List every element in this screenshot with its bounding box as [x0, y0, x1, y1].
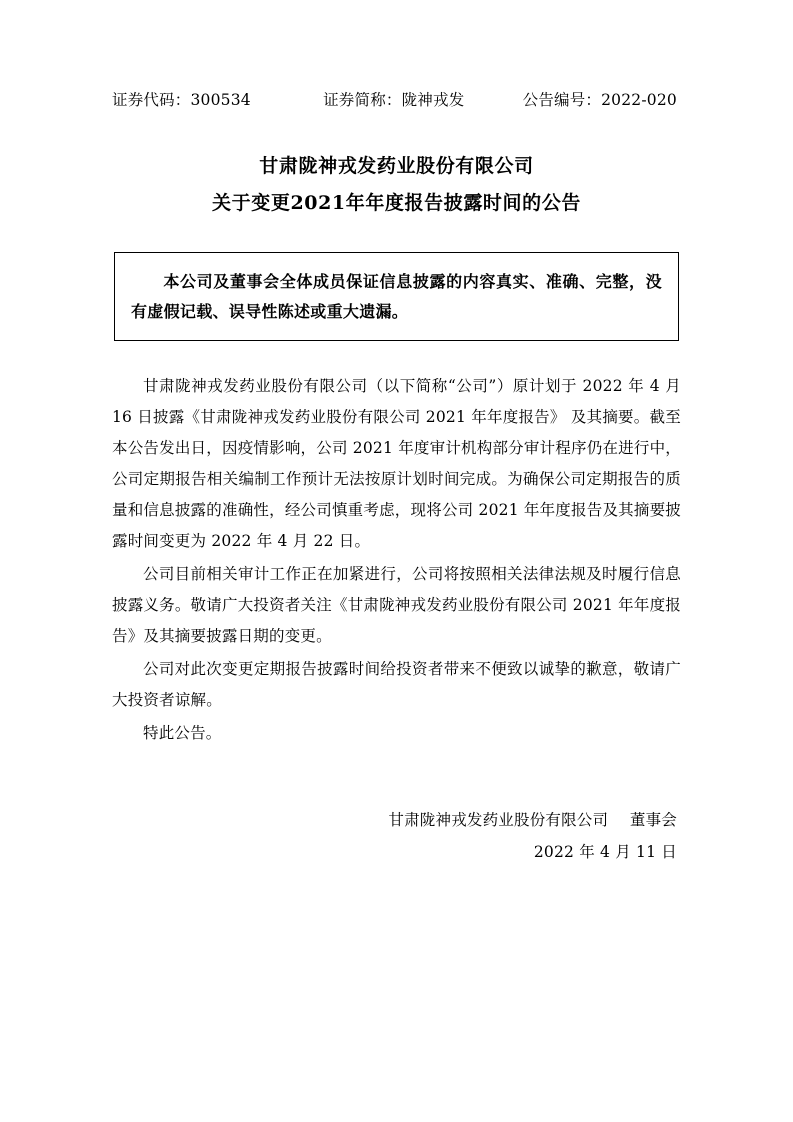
- document-body: [112, 371, 681, 749]
- body-paragraph-2: 公司目前相关审计工作正在加紧进行，公司将按照相关法律法规及时履行信息披露义务。敬请广大投资者关注《甘肃陇神戎发药业股份有限公司 2021 年年度报告》及其摘要披露日期的变更。: [112, 565, 681, 646]
- document-signature: [112, 805, 681, 869]
- security-abbreviation: 证券简称：陇神戎发: [323, 91, 465, 109]
- signature-company: 甘肃陇神戎发药业股份有限公司: [388, 811, 609, 830]
- statement-text: 本公司及董事会全体成员保证信息披露的内容真实、准确、完整，没有虚假记载、误导性陈述或重大遗漏。: [131, 272, 662, 321]
- body-paragraph-3: 公司对此次变更定期报告披露时间给投资者带来不便致以诚挚的歉意，敬请广大投资者谅解。: [112, 660, 681, 710]
- notice-number: 公告编号：2022-020: [522, 91, 677, 109]
- title-subject: 关于变更2021年年度报告披露时间的公告: [212, 192, 581, 215]
- signature-board: 董事会: [629, 811, 677, 830]
- document-title: [112, 148, 681, 222]
- body-paragraph-4: 特此公告。: [143, 724, 222, 743]
- disclosure-statement-box: [114, 252, 679, 341]
- title-company-name: 甘肃陇神戎发药业股份有限公司: [259, 155, 534, 177]
- security-code: 证券代码：300534: [112, 91, 251, 109]
- signature-line-org: [112, 805, 677, 837]
- document-header: [112, 88, 681, 110]
- signature-date: 2022 年 4 月 11 日: [533, 843, 677, 862]
- body-paragraph-1: 甘肃陇神戎发药业股份有限公司（以下简称“公司”）原计划于 2022 年 4 月 16 日披露《甘肃陇神戎发药业股份有限公司 2021 年年度报告》 及其摘要。截至本公告发出日，因疫情影响，公司 2021 年度审计机构部分审计程序仍在进行中，公司定期报告相关编制工作预计无法按原计划时间完成。为确保公司定期报告的质量和信息披露的准确性，经公司慎重考虑，现将公司 2021 年年度报告及其摘要披露时间变更为 2022 年 4 月 22 日。: [112, 377, 681, 551]
